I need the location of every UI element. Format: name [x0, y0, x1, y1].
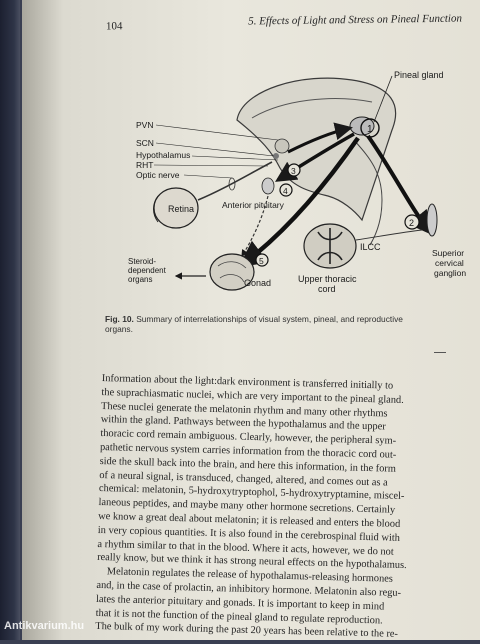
label-steroid: Steroid-	[128, 257, 157, 266]
pituitary-shape	[262, 178, 274, 194]
step-4: 4	[283, 186, 288, 196]
label-upper-thoracic: Upper thoracic	[298, 274, 357, 284]
caption-label: Fig. 10.	[105, 314, 134, 324]
ganglion-shape	[427, 204, 437, 236]
label-cervical: cervical	[435, 258, 464, 268]
page-header	[105, 12, 462, 37]
text-line: lates the anterior pituitary and gonads. It is important to keep in mind	[95, 593, 385, 613]
watermark: Antikvarium.hu	[4, 620, 85, 632]
pineal-diagram	[92, 60, 472, 315]
text-line: side the skull back into the brain, and here this information, in the form	[99, 455, 397, 475]
text-line: Information about the light:dark environment is transferred initially to	[101, 372, 394, 392]
label-rht: RHT	[136, 160, 154, 170]
optic-nerve-pointer	[184, 175, 232, 178]
page-mark	[434, 352, 446, 353]
figure-caption	[105, 314, 470, 334]
text-line: within the gland. Pathways between the hypothalamus and the upper	[100, 414, 386, 433]
text-line: Melatonin regulates the release of hypothalamus-releasing hormones	[106, 566, 394, 585]
paragraph-2	[95, 565, 475, 644]
paragraph-1	[97, 372, 480, 575]
book-page	[22, 0, 480, 640]
label-pineal-gland: Pineal gland	[394, 70, 444, 80]
step-5: 5	[259, 256, 264, 266]
label-gonad: Gonad	[244, 278, 272, 288]
text-line: we know a great deal about melatonin; it is released and enters the blood	[98, 510, 401, 530]
caption-text: Summary of interrelationships of visual system, pineal, and reproductive	[136, 314, 403, 324]
label-upper-thoracic-cord: cord	[318, 284, 336, 294]
label-organs: organs	[128, 275, 153, 284]
page-number: 104	[105, 20, 123, 33]
text-line: laneous peptides, and maybe many other hormone secretions. Certainly	[98, 497, 396, 516]
label-pvn: PVN	[136, 120, 154, 130]
label-ganglion: ganglion	[434, 268, 467, 278]
hypothalamus-pointer	[192, 156, 278, 160]
label-ilcc: ILCC	[360, 242, 381, 252]
book-spine-shadow	[0, 0, 20, 640]
text-line: really know, but we think it has strong neural effects on the hypothalamus.	[96, 552, 407, 572]
step-2: 2	[409, 218, 415, 228]
step-1: 1	[367, 124, 373, 135]
arrow-pineal-to-ganglion	[368, 136, 430, 232]
label-superior: Superior	[432, 248, 465, 258]
text-line: of a neural signal, is transduced, changed, altered, and comes out as a	[99, 469, 388, 489]
text-line: These nuclei generate the melatonin rhythm and many other rhythms	[100, 400, 388, 420]
text-line: pathetic nervous system carries information from the thoracic cord out-	[99, 441, 397, 461]
caption-text-2: organs.	[105, 324, 133, 334]
label-retina: Retina	[168, 204, 195, 214]
text-line: chemical: melatonin, 5-hydroxytryptophol, 5-hydroxytryptamine, miscel-	[98, 483, 405, 503]
label-dependent: dependent	[128, 266, 166, 275]
text-line: the suprachiasmatic nuclei, which are very important to the pineal gland.	[101, 386, 404, 406]
running-head: 5. Effects of Light and Stress on Pineal Function	[248, 12, 462, 28]
label-anterior-pituitary: Anterior pituitary	[222, 200, 284, 210]
step-3: 3	[291, 166, 296, 176]
hypothalamus-nuclei	[275, 139, 289, 153]
body-text	[95, 372, 480, 644]
rht-pointer	[154, 165, 268, 166]
text-line: The bulk of my work during the past 20 years has been relative to the re-	[95, 621, 399, 641]
figure-10	[92, 60, 472, 315]
text-line: thoracic cord remain ambiguous. Clearly, however, the peripheral sym-	[100, 428, 397, 447]
text-line: a rhythm similar to that in the blood. Where it acts, however, we do not	[97, 538, 394, 558]
label-scn: SCN	[136, 138, 154, 148]
label-optic-nerve: Optic nerve	[136, 170, 180, 180]
label-hypothalamus: Hypothalamus	[136, 150, 191, 160]
text-line: in very copious quantities. It is also found in the cerebrospinal fluid with	[97, 524, 401, 544]
cord-to-ganglion-path	[356, 230, 422, 240]
text-line: that it is not the function of the pineal gland to regulate reproduction.	[95, 607, 383, 626]
text-line: and, in the case of prolactin, an inhibitory hormone. Melatonin also regu-	[96, 579, 402, 599]
